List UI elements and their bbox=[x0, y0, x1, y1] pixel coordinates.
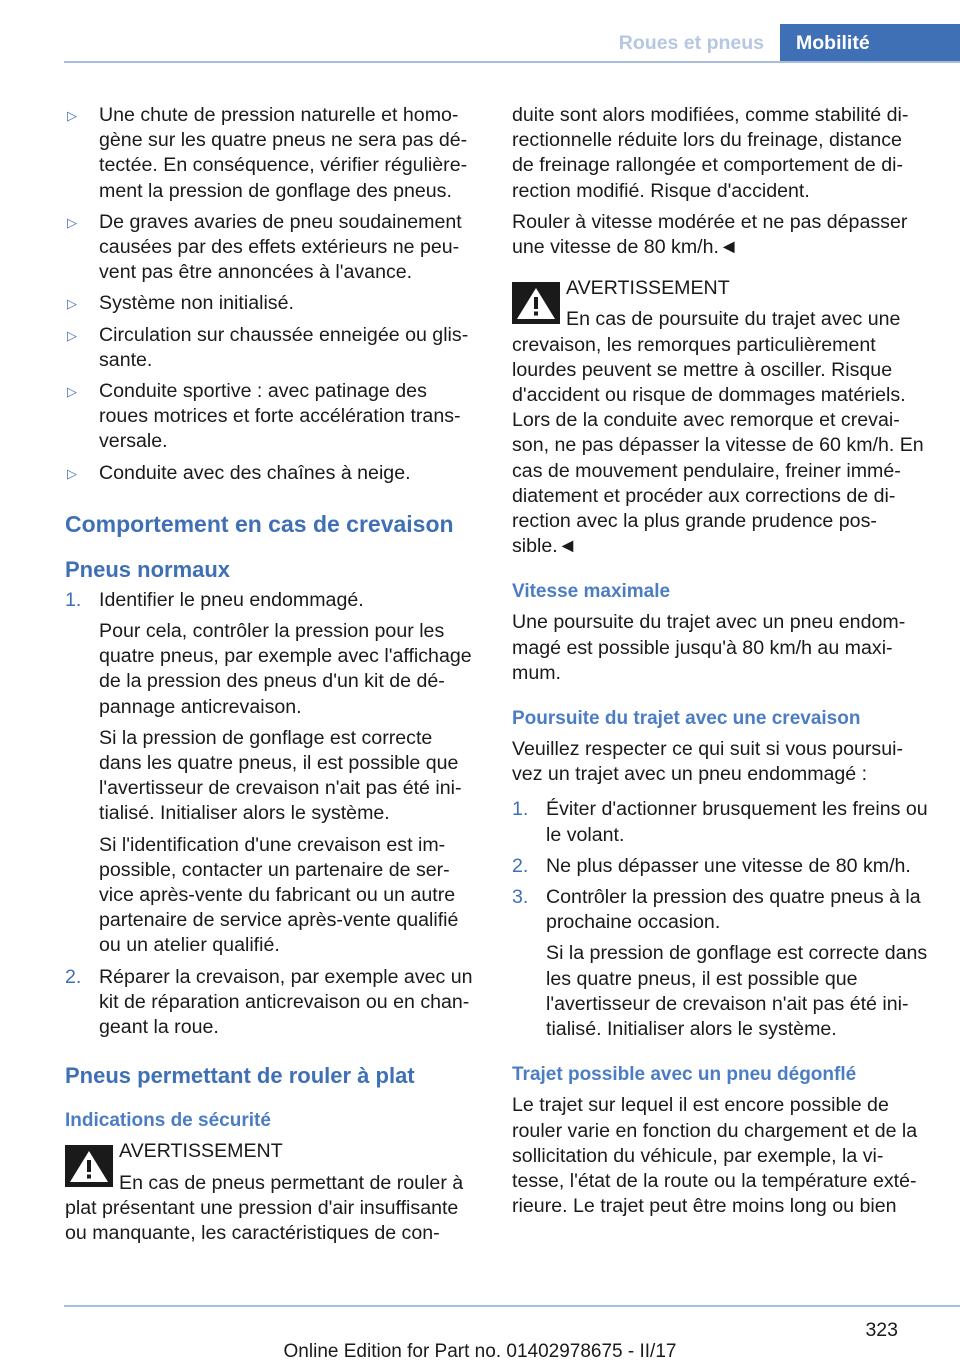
triangle-bullet-icon: ▷ bbox=[67, 465, 77, 481]
list-item: ▷ Conduite avec des chaînes à neige. bbox=[65, 461, 477, 486]
subsection-heading: Pneus permettant de rouler à plat bbox=[65, 1063, 415, 1089]
step-number: 3. bbox=[512, 886, 529, 909]
list-item: ▷ Circulation sur chaussée enneigée ou glis-sante. bbox=[67, 323, 469, 371]
warning-label: AVERTISSEMENT bbox=[566, 277, 730, 300]
list-item: ▷ Système non initialisé. bbox=[65, 291, 477, 316]
right-column bbox=[512, 103, 928, 1225]
triangle-bullet-icon: ▷ bbox=[67, 296, 77, 312]
numbered-step: 3. Contrôler la pression des quatre pneus à la prochaine occasion. Si la pression de gonflage est correcte dans les quatre pneus, il est possible que l'avertisseur de crevaison n'ait pas été ini-tialisé. Initialiser alors le système. bbox=[512, 886, 928, 1041]
header-tabs bbox=[599, 24, 960, 62]
warning-triangle-icon bbox=[512, 282, 560, 324]
header-chapter-tab: Mobilité bbox=[780, 24, 960, 62]
step-number: 2. bbox=[512, 854, 529, 877]
triangle-bullet-icon: ▷ bbox=[67, 327, 77, 343]
triangle-bullet-icon: ▷ bbox=[67, 384, 77, 400]
paragraph: Une poursuite du trajet avec un pneu endom-magé est possible jusqu'à 80 km/h au maxi-mum. bbox=[512, 611, 906, 684]
numbered-step: 2. Ne plus dépasser une vitesse de 80 km/h. bbox=[512, 854, 928, 879]
left-column bbox=[65, 103, 477, 1252]
warning-label: AVERTISSEMENT bbox=[119, 1140, 283, 1163]
minor-heading: Poursuite du trajet avec une crevaison bbox=[512, 708, 861, 730]
numbered-step: 1. Éviter d'actionner brusquement les freins ou le volant. bbox=[512, 798, 928, 846]
minor-heading: Vitesse maximale bbox=[512, 581, 671, 603]
triangle-bullet-icon: ▷ bbox=[67, 108, 77, 123]
subsection-heading: Pneus normaux bbox=[65, 556, 231, 582]
warning-box bbox=[512, 276, 928, 559]
warning-triangle-icon bbox=[65, 1145, 113, 1187]
paragraph: Veuillez respecter ce qui suit si vous poursui-vez un trajet avec un pneu endommagé : bbox=[512, 738, 903, 786]
numbered-step: 1. Identifier le pneu endommagé. Pour cela, contrôler la pression pour les quatre pneus, par exemple avec l'affichage de la pression des pneus d'un kit de dé-pannage anticrevaison. Si la pression de gonflage est correcte dans les quatre pneus, il est possible que l'avertisseur de crevaison n'ait pas été ini-tialisé. Initialiser alors le système. Si l'identification d'une crevaison est im-possible, contacter un partenaire de ser-vice après-vente du fabricant ou un autre partenaire de service après-vente qualifié ou un atelier qualifié. bbox=[65, 588, 472, 957]
footer-divider bbox=[64, 1305, 960, 1307]
header-section-label: Roues et pneus bbox=[618, 32, 764, 54]
page-number: 323 bbox=[865, 1319, 898, 1341]
triangle-bullet-icon: ▷ bbox=[67, 214, 77, 230]
warning-text: En cas de pneus permettant de rouler à plat présentant une pression d'air insuffisante ou manquante, les caractéristiques de con- bbox=[65, 1171, 464, 1244]
step-number: 1. bbox=[65, 588, 82, 611]
paragraph: duite sont alors modifiées, comme stabilité di-rectionnelle réduite lors du freinage, distance de freinage rallongée et comportement de di-rection modifié. Risque d'accident. bbox=[512, 104, 909, 202]
paragraph: Rouler à vitesse modérée et ne pas dépasser une vitesse de 80 km/h.◄ bbox=[512, 210, 908, 259]
list-item: ▷ Une chute de pression naturelle et homo-gène sur les quatre pneus ne sera pas dé-tectée. En conséquence, vérifier régulière-ment la pression de gonflage des pneus. bbox=[67, 104, 468, 202]
list-item: ▷ Conduite sportive : avec patinage des roues motrices et forte accélération trans-versale. bbox=[67, 380, 461, 453]
minor-heading: Indications de sécurité bbox=[65, 1110, 271, 1132]
step-number: 1. bbox=[512, 798, 529, 821]
step-number: 2. bbox=[65, 965, 82, 988]
header-divider bbox=[64, 61, 960, 63]
numbered-step: 2. Réparer la crevaison, par exemple avec un kit de réparation anticrevaison ou en chan-geant la roue. bbox=[65, 965, 473, 1039]
footer-edition: Online Edition for Part no. 01402978675 - II/17 bbox=[283, 1341, 677, 1362]
warning-text: En cas de poursuite du trajet avec une crevaison, les remorques particulièrement lourdes peuvent se mettre à osciller. Risque d'accident ou risque de dommages matériels. Lors de la conduite avec remorque et crevai-son, ne pas dépasser la vitesse de 60 km/h. En cas de mouvement pendulaire, freiner immé-diatement et procéder aux corrections de di-rection avec la plus grande prudence pos-sible.◄ bbox=[512, 308, 924, 558]
section-heading: Comportement en cas de crevaison bbox=[65, 510, 454, 537]
minor-heading: Trajet possible avec un pneu dégonflé bbox=[512, 1064, 857, 1086]
list-item: ▷ De graves avaries de pneu soudainement causées par des effets extérieurs ne peu-vent pas être annoncées à l'avance. bbox=[67, 210, 462, 284]
paragraph: Le trajet sur lequel il est encore possible de rouler varie en fonction du chargement et de la sollicitation du véhicule, par exemple, la vi-tesse, l'état de la route ou la température exté-rieure. Le trajet peut être moins long ou bien bbox=[512, 1094, 918, 1218]
warning-box bbox=[65, 1139, 477, 1246]
